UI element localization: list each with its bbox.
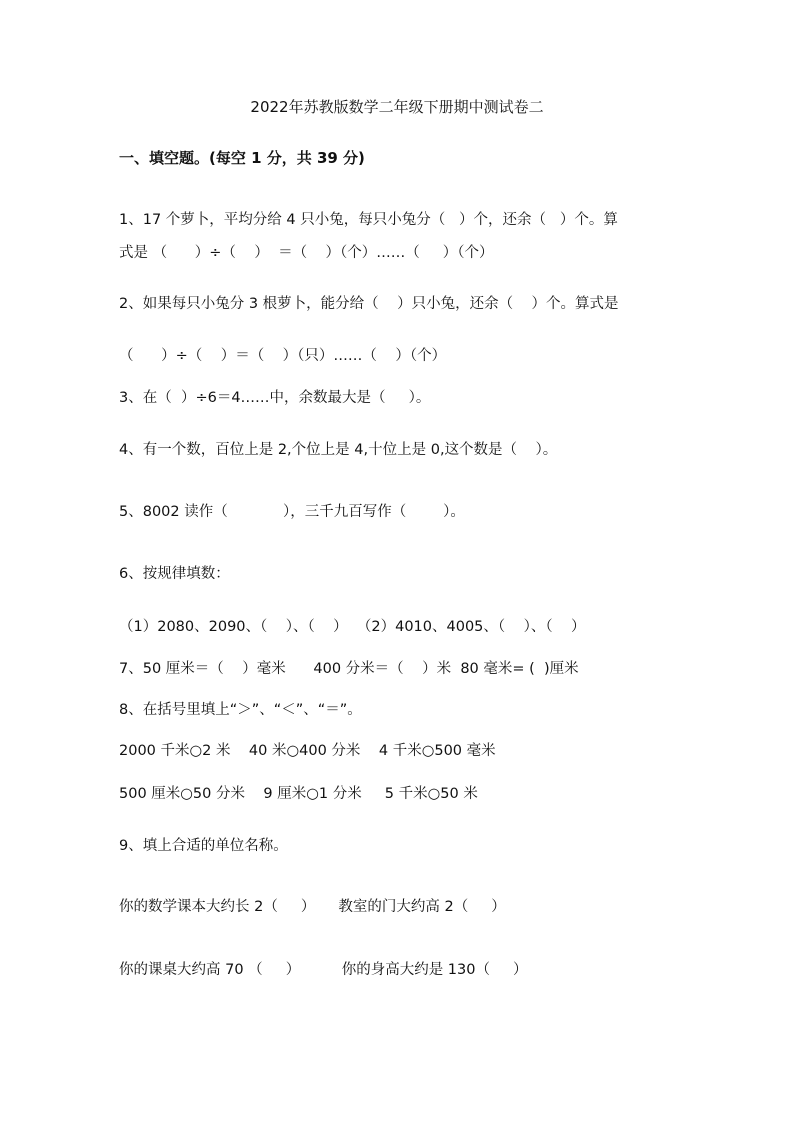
question-6-sequences: （1）2080、2090、（ ）、（ ） （2）4010、4005、（ ）、（ ） [119, 619, 586, 635]
question-3: 3、在（ ）÷6＝4……中，余数最大是（ ）。 [119, 390, 431, 406]
question-9: 9、填上合适的单位名称。 [119, 838, 288, 854]
question-6: 6、按规律填数： [119, 566, 230, 582]
question-4: 4、有一个数，百位上是 2,个位上是 4,十位上是 0,这个数是（ ）。 [119, 442, 558, 458]
question-1-line-1: 1、17 个萝卜，平均分给 4 只小兔，每只小兔分（ ）个，还余（ ）个。算 [119, 212, 618, 228]
question-8-row-2: 500 厘米○50 分米 9 厘米○1 分米 5 千米○50 米 [119, 786, 478, 802]
question-8-row-1: 2000 千米○2 米 40 米○400 分米 4 千米○500 毫米 [119, 743, 496, 759]
question-1-line-2: 式是 （ ）÷（ ） ＝（ ）（个）……（ ）（个） [119, 245, 494, 261]
question-8: 8、在括号里填上“＞”、“＜”、“＝”。 [119, 702, 362, 718]
question-2-line-2: （ ）÷（ ）＝（ ）（只）……（ ）（个） [119, 348, 447, 364]
question-9-row-2: 你的课桌大约高 70 （ ） 你的身高大约是 130（ ） [119, 962, 528, 978]
question-7: 7、50 厘米＝（ ）毫米 400 分米＝（ ）米 80 毫米= ( )厘米 [119, 661, 579, 677]
question-5: 5、8002 读作（ ），三千九百写作（ ）。 [119, 504, 465, 520]
page-title: 2022年苏教版数学二年级下册期中测试卷二 [250, 98, 544, 116]
section-heading-fill-in: 一、填空题。(每空 1 分，共 39 分) [119, 149, 365, 167]
question-9-row-1: 你的数学课本大约长 2（ ） 教室的门大约高 2（ ） [119, 899, 506, 915]
question-2-line-1: 2、如果每只小兔分 3 根萝卜，能分给（ ）只小兔，还余（ ）个。算式是 [119, 296, 619, 312]
